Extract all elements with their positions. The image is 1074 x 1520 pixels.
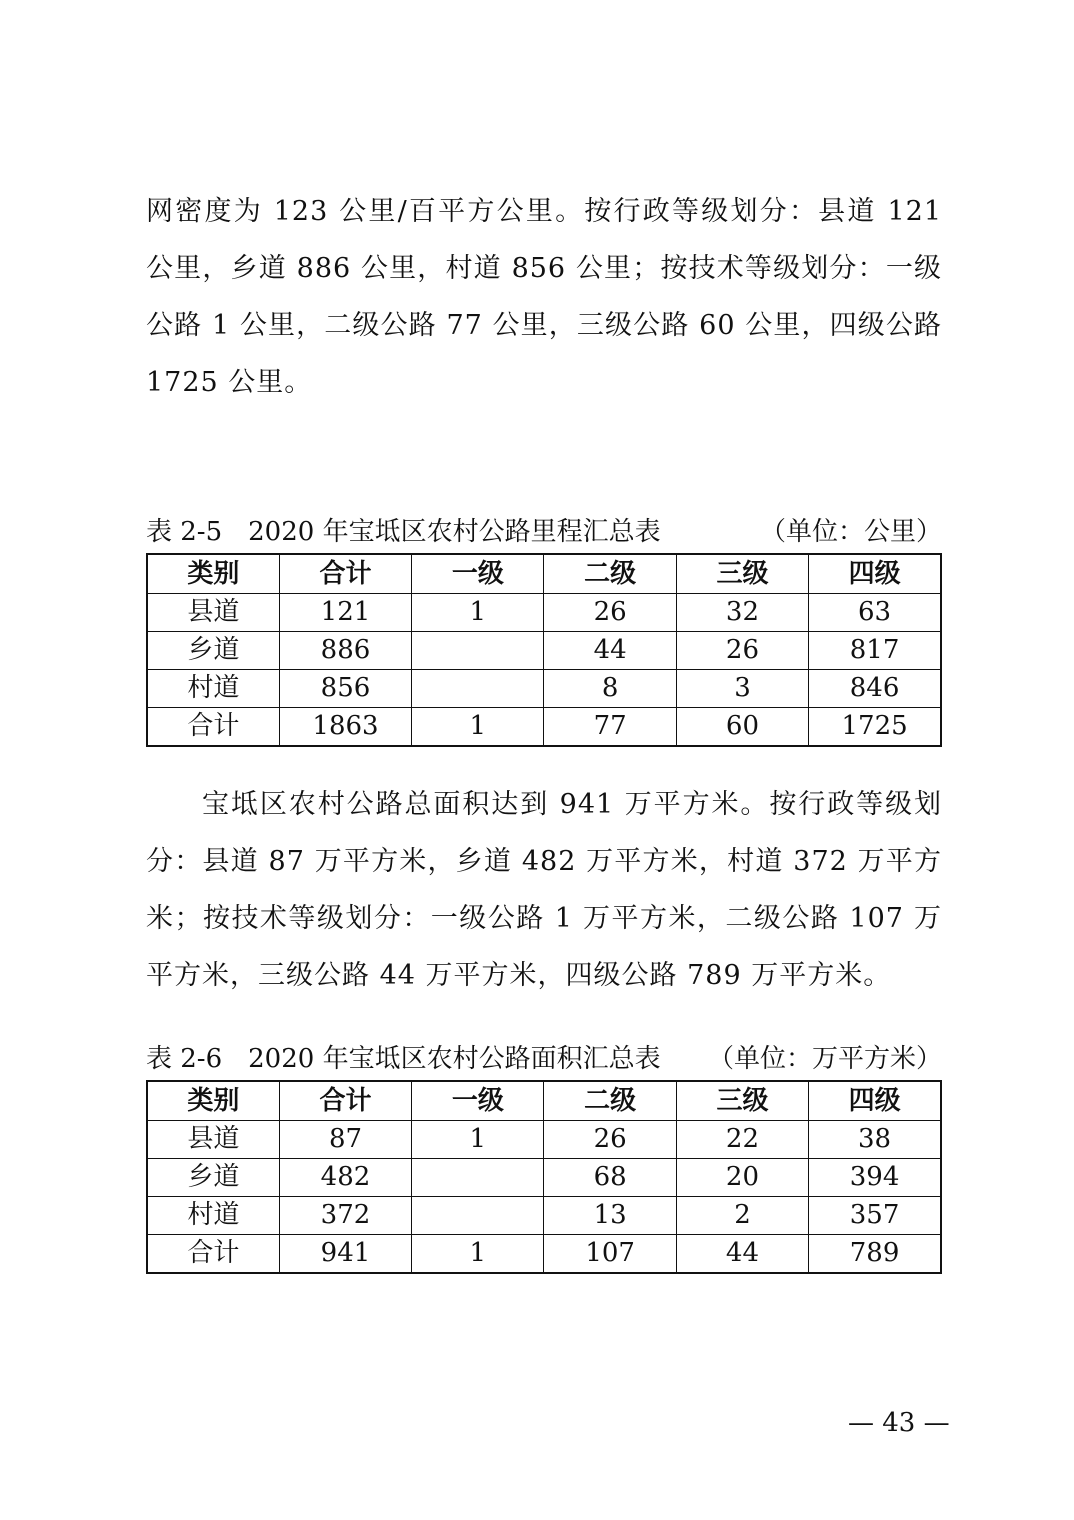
table-row [147, 1121, 941, 1159]
header-cell: 类别 [147, 1081, 279, 1121]
table-row [147, 632, 941, 670]
table-cell: 44 [544, 632, 676, 670]
table-cell: 87 [279, 1121, 411, 1159]
table-cell: 26 [544, 594, 676, 632]
body-paragraph-road-mileage: 网密度为 123 公里/百平方公里。按行政等级划分：县道 121 公里，乡道 886 公里，村道 856 公里；按技术等级划分：一级公路 1 公里，二级公路 77 公里，三级公路 60 公里，四级公路 1725 公里。 [146, 196, 942, 398]
table-cell: 26 [676, 632, 808, 670]
header-cell: 四级 [809, 1081, 941, 1121]
table-cell: 121 [279, 594, 411, 632]
table-cell: 乡道 [147, 1159, 279, 1197]
area-summary-table [146, 1080, 942, 1274]
table-cell: 13 [544, 1197, 676, 1235]
table-cell: 合计 [147, 1235, 279, 1274]
table-cell: 886 [279, 632, 411, 670]
table-cell: 32 [676, 594, 808, 632]
table-cell: 1 [412, 708, 544, 747]
header-cell: 一级 [412, 1081, 544, 1121]
table-cell: 482 [279, 1159, 411, 1197]
mileage-summary-table [146, 553, 942, 747]
table-cell: 村道 [147, 1197, 279, 1235]
table-cell: 817 [809, 632, 941, 670]
table-row [147, 594, 941, 632]
table-cell: 20 [676, 1159, 808, 1197]
table-cell: 394 [809, 1159, 941, 1197]
table-cell: 107 [544, 1235, 676, 1274]
table-row [147, 670, 941, 708]
header-cell: 合计 [279, 554, 411, 594]
table-cell: 44 [676, 1235, 808, 1274]
table-cell: 38 [809, 1121, 941, 1159]
table-cell [412, 1197, 544, 1235]
header-cell: 三级 [676, 554, 808, 594]
header-cell: 一级 [412, 554, 544, 594]
table-cell: 2 [676, 1197, 808, 1235]
table-cell: 63 [809, 594, 941, 632]
header-cell: 三级 [676, 1081, 808, 1121]
body-paragraph-road-area: 宝坻区农村公路总面积达到 941 万平方米。按行政等级划分：县道 87 万平方米，乡道 482 万平方米，村道 372 万平方米；按技术等级划分：一级公路 1 万平方米，二级公路 107 万平方米，三级公路 44 万平方米，四级公路 789 万平方米。 [146, 789, 942, 991]
header-cell: 二级 [544, 1081, 676, 1121]
table-header-row [147, 554, 941, 594]
table-cell: 1 [412, 1235, 544, 1274]
table-cell: 22 [676, 1121, 808, 1159]
table-cell: 26 [544, 1121, 676, 1159]
table-cell: 县道 [147, 1121, 279, 1159]
table-cell [412, 670, 544, 708]
table-cell: 8 [544, 670, 676, 708]
table-unit: （单位：万平方米） [707, 1044, 942, 1074]
table-cell: 941 [279, 1235, 411, 1274]
table-cell: 68 [544, 1159, 676, 1197]
table-cell: 1 [412, 1121, 544, 1159]
table-cell [412, 632, 544, 670]
header-cell: 合计 [279, 1081, 411, 1121]
table-cell: 789 [809, 1235, 941, 1274]
page-number: — 43 — [848, 1408, 950, 1438]
header-cell: 四级 [809, 554, 941, 594]
table-cell: 合计 [147, 708, 279, 747]
table-cell: 1725 [809, 708, 941, 747]
table-caption-area [146, 1041, 942, 1077]
table-cell: 村道 [147, 670, 279, 708]
table-cell: 3 [676, 670, 808, 708]
table-cell: 77 [544, 708, 676, 747]
table-cell: 乡道 [147, 632, 279, 670]
table-cell: 60 [676, 708, 808, 747]
table-cell: 846 [809, 670, 941, 708]
table-title: 表 2-5 2020 年宝坻区农村公路里程汇总表 [146, 517, 661, 547]
table-cell: 357 [809, 1197, 941, 1235]
table-cell: 1 [412, 594, 544, 632]
table-row [147, 708, 941, 747]
table-cell: 1863 [279, 708, 411, 747]
table-title: 表 2-6 2020 年宝坻区农村公路面积汇总表 [146, 1044, 661, 1074]
table-cell: 856 [279, 670, 411, 708]
table-cell: 县道 [147, 594, 279, 632]
table-header-row [147, 1081, 941, 1121]
table-row [147, 1159, 941, 1197]
table-row [147, 1235, 941, 1274]
table-unit: （单位：公里） [759, 517, 942, 547]
table-row [147, 1197, 941, 1235]
table-cell [412, 1159, 544, 1197]
header-cell: 二级 [544, 554, 676, 594]
table-cell: 372 [279, 1197, 411, 1235]
header-cell: 类别 [147, 554, 279, 594]
table-caption-mileage [146, 514, 942, 550]
